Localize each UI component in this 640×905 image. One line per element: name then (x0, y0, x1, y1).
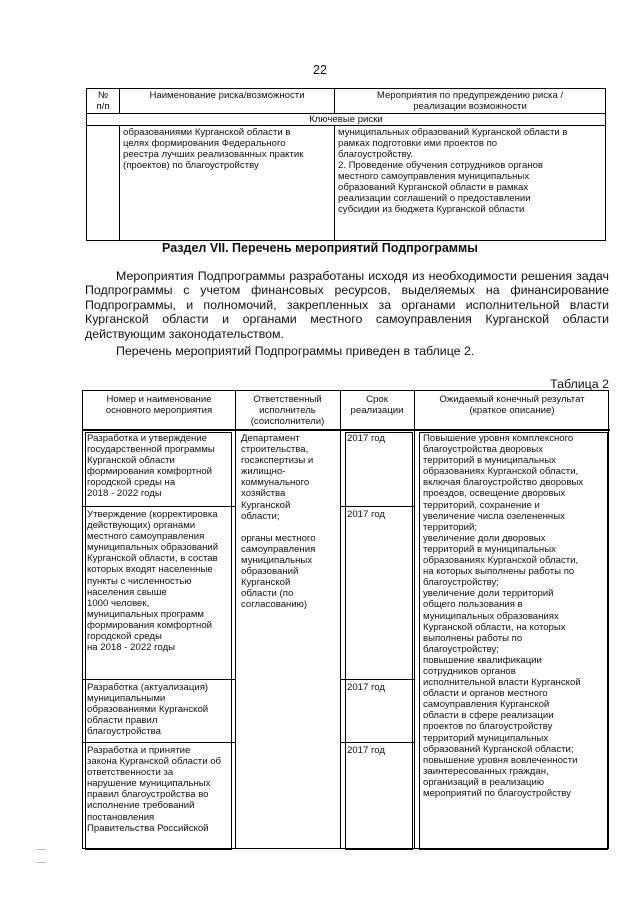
header-term: Срок реализации (350, 394, 404, 417)
risk-row-measures: муниципальных образований Курганской области в рамках подготовки ими проектов по благоустройству. 2. Проведение обучения сотрудников органов местного самоуправления муниципальных образований Курганской области в рамках реализации соглашений о предоставлении субсидии из бюджета Курганской области (335, 126, 606, 241)
column-divider (340, 391, 341, 848)
measure-name-1: Разработка и утверждение государственной программы Курганской области формирования комфортной городской среды на 2018 - 2022 годы (87, 433, 215, 500)
measure-term-1: 2017 год (347, 433, 386, 444)
measure-result: Повышение уровня комплексного благоустройства дворовых территорий в муниципальных образованиях Курганской области, включая благоустройство дворовых проездов, освещение дворовых территорий, сохранение и увеличение числа озелененных территорий; увеличение доли дворовых территорий в муниципальных образованиях Курганской области, на которых выполнены работы по благоустройству; увеличение доли территорий общего пользования в муниципальных образованиях Курганской области, на которых выполнены работы по благоустройству; повышение квалификации сотрудников органов исполнительной власти Курганской области и органов местного самоуправления Курганской области в сфере реализации проектов по благоустройству территорий муниципальных образований Курганской области; повышение уровня вовлеченности заинтересованных граждан, организаций в реализацию мероприятий по благоустройству (423, 433, 584, 799)
header-risk-measures: Мероприятия по предупреждению риска / реализации возможности (335, 89, 606, 114)
measure-name-4: Разработка и принятие закона Курганской области об ответственности за нарушение муниципальных правил благоустройства во исполнение требований постановления Правительства Российской (87, 745, 222, 834)
header-result: Ожидаемый конечный результат (краткое описание) (439, 394, 585, 417)
risk-section-label: Ключевые риски (87, 114, 606, 126)
margin-mark (36, 849, 46, 850)
paragraph-reference: Перечень мероприятий Подпрограммы приведен в таблице 2. (116, 344, 475, 358)
header-divider (83, 429, 610, 431)
measure-term-2: 2017 год (347, 509, 386, 520)
header-measure-name: Номер и наименование основного мероприятия (105, 394, 213, 417)
measure-executor: Департамент строительства, госэкспертизы и жилищно- коммунального хозяйства Курганской области; органы местного самоуправления муниципальных образований Курганской области (по согласованию) (241, 433, 316, 611)
cell-border (345, 432, 413, 850)
section-heading: Раздел VII. Перечень мероприятий Подпрограммы (162, 241, 478, 255)
risk-table-header (87, 89, 606, 114)
table-caption: Таблица 2 (550, 377, 609, 391)
risk-row-name: образованиями Курганской области в целях формирования Федерального реестра лучших реализованных практик (проектов) по благоустройству (120, 126, 335, 241)
risk-table (86, 88, 606, 241)
measures-table (82, 390, 609, 849)
column-divider (235, 391, 236, 848)
risk-section-row (87, 114, 606, 126)
header-risk-name: Наименование риска/возможности (120, 89, 335, 114)
margin-mark (36, 862, 46, 863)
risk-table-row (87, 126, 606, 241)
measure-term-3: 2017 год (347, 682, 386, 693)
page-number: 22 (313, 63, 327, 77)
paragraph-intro: Мероприятия Подпрограммы разработаны исходя из необходимости решения задач Подпрограммы с учетом финансовых ресурсов, выделяемых на финансирование Подпрограммы, и полномочий, закрепленных за органами исполнительной власти Курганской области и органами местного самоуправления Курганской области действующим законодательством. (85, 269, 609, 341)
risk-row-num (87, 126, 120, 241)
measure-name-3: Разработка (актуализация) муниципальными образованиями Курганской области правил благоустройства (87, 682, 209, 738)
measure-name-2: Утверждение (корректировка действующих) органами местного самоуправления муниципальных образований Курганской области, в состав которых входят населенные пункты с численностью населения свыше 1000 человек, муниципальных программ формирования комфортной городской среды на 2018 - 2022 годы (87, 509, 219, 654)
measure-term-4: 2017 год (347, 745, 386, 756)
column-divider (414, 391, 415, 848)
header-executor: Ответственный исполнитель (соисполнители) (250, 394, 325, 428)
header-num: № п/п (87, 89, 120, 114)
